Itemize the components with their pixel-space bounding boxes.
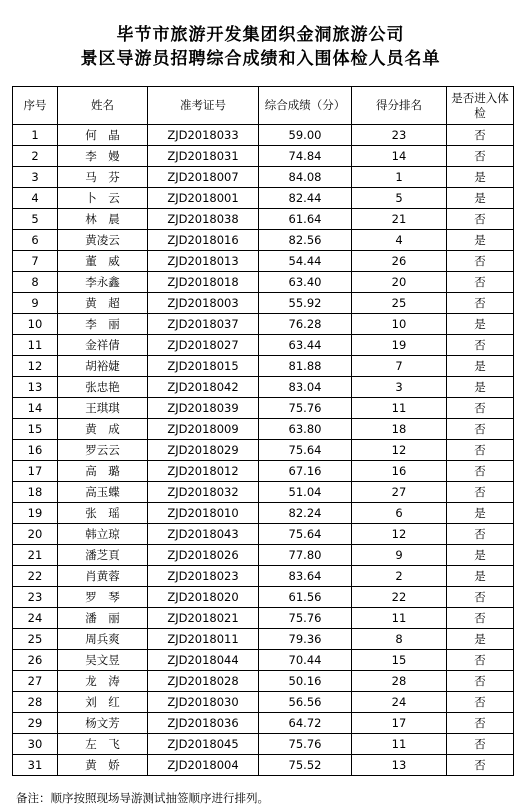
cell-seq: 27 — [13, 671, 58, 692]
cell-exam-no: ZJD2018029 — [148, 440, 259, 461]
cell-exam-no: ZJD2018012 — [148, 461, 259, 482]
cell-score: 81.88 — [259, 356, 352, 377]
cell-physical: 否 — [447, 251, 514, 272]
cell-score: 64.72 — [259, 713, 352, 734]
cell-seq: 7 — [13, 251, 58, 272]
table-row — [13, 692, 514, 713]
cell-physical: 否 — [447, 398, 514, 419]
cell-score: 75.52 — [259, 755, 352, 776]
cell-seq: 4 — [13, 188, 58, 209]
cell-score: 50.16 — [259, 671, 352, 692]
cell-seq: 8 — [13, 272, 58, 293]
cell-score: 59.00 — [259, 125, 352, 146]
cell-name: 李 丽 — [58, 314, 148, 335]
cell-name: 林 晨 — [58, 209, 148, 230]
table-row — [13, 461, 514, 482]
cell-physical: 否 — [447, 755, 514, 776]
cell-name: 黄 成 — [58, 419, 148, 440]
cell-seq: 1 — [13, 125, 58, 146]
table-row — [13, 650, 514, 671]
cell-name: 王琪琪 — [58, 398, 148, 419]
cell-physical: 否 — [447, 524, 514, 545]
cell-name: 何 晶 — [58, 125, 148, 146]
cell-exam-no: ZJD2018027 — [148, 335, 259, 356]
cell-physical: 是 — [447, 188, 514, 209]
cell-name: 张 瑶 — [58, 503, 148, 524]
cell-seq: 31 — [13, 755, 58, 776]
cell-rank: 10 — [352, 314, 447, 335]
cell-exam-no: ZJD2018032 — [148, 482, 259, 503]
cell-name: 马 芬 — [58, 167, 148, 188]
header-name: 姓名 — [58, 87, 148, 125]
cell-rank: 3 — [352, 377, 447, 398]
document-title-line1: 毕节市旅游开发集团织金洞旅游公司 — [116, 25, 405, 45]
table-row — [13, 251, 514, 272]
cell-physical: 是 — [447, 314, 514, 335]
cell-name: 黄 娇 — [58, 755, 148, 776]
cell-rank: 11 — [352, 734, 447, 755]
cell-score: 63.80 — [259, 419, 352, 440]
results-table — [12, 86, 514, 776]
table-row — [13, 188, 514, 209]
table-row — [13, 356, 514, 377]
cell-score: 79.36 — [259, 629, 352, 650]
cell-exam-no: ZJD2018009 — [148, 419, 259, 440]
table-row — [13, 713, 514, 734]
cell-physical: 否 — [447, 209, 514, 230]
cell-exam-no: ZJD2018011 — [148, 629, 259, 650]
cell-score: 82.24 — [259, 503, 352, 524]
cell-score: 67.16 — [259, 461, 352, 482]
cell-rank: 20 — [352, 272, 447, 293]
header-physical: 是否进入体检 — [447, 87, 514, 125]
cell-physical: 是 — [447, 566, 514, 587]
cell-physical: 是 — [447, 503, 514, 524]
cell-name: 黄凌云 — [58, 230, 148, 251]
cell-score: 55.92 — [259, 293, 352, 314]
cell-physical: 否 — [447, 713, 514, 734]
cell-exam-no: ZJD2018020 — [148, 587, 259, 608]
cell-rank: 13 — [352, 755, 447, 776]
cell-rank: 23 — [352, 125, 447, 146]
cell-physical: 否 — [447, 335, 514, 356]
cell-name: 肖黄蓉 — [58, 566, 148, 587]
cell-exam-no: ZJD2018033 — [148, 125, 259, 146]
cell-exam-no: ZJD2018038 — [148, 209, 259, 230]
cell-seq: 12 — [13, 356, 58, 377]
cell-seq: 2 — [13, 146, 58, 167]
cell-score: 84.08 — [259, 167, 352, 188]
cell-rank: 21 — [352, 209, 447, 230]
header-exam-no: 准考证号 — [148, 87, 259, 125]
cell-physical: 是 — [447, 167, 514, 188]
cell-name: 黄 超 — [58, 293, 148, 314]
cell-rank: 25 — [352, 293, 447, 314]
cell-rank: 24 — [352, 692, 447, 713]
cell-exam-no: ZJD2018003 — [148, 293, 259, 314]
table-header-row — [13, 87, 514, 125]
cell-rank: 15 — [352, 650, 447, 671]
cell-physical: 否 — [447, 482, 514, 503]
cell-physical: 否 — [447, 587, 514, 608]
cell-rank: 11 — [352, 398, 447, 419]
cell-score: 83.04 — [259, 377, 352, 398]
cell-physical: 是 — [447, 377, 514, 398]
cell-seq: 15 — [13, 419, 58, 440]
table-row — [13, 755, 514, 776]
table-row — [13, 629, 514, 650]
cell-score: 75.76 — [259, 734, 352, 755]
cell-rank: 18 — [352, 419, 447, 440]
cell-exam-no: ZJD2018021 — [148, 608, 259, 629]
cell-exam-no: ZJD2018028 — [148, 671, 259, 692]
table-row — [13, 482, 514, 503]
cell-seq: 26 — [13, 650, 58, 671]
cell-exam-no: ZJD2018026 — [148, 545, 259, 566]
table-row — [13, 293, 514, 314]
cell-physical: 否 — [447, 461, 514, 482]
table-row — [13, 314, 514, 335]
table-row — [13, 440, 514, 461]
cell-score: 70.44 — [259, 650, 352, 671]
table-row — [13, 167, 514, 188]
cell-score: 75.64 — [259, 440, 352, 461]
cell-rank: 16 — [352, 461, 447, 482]
cell-exam-no: ZJD2018007 — [148, 167, 259, 188]
cell-exam-no: ZJD2018045 — [148, 734, 259, 755]
cell-physical: 否 — [447, 272, 514, 293]
cell-seq: 19 — [13, 503, 58, 524]
cell-seq: 20 — [13, 524, 58, 545]
cell-rank: 12 — [352, 524, 447, 545]
cell-physical: 是 — [447, 629, 514, 650]
cell-rank: 17 — [352, 713, 447, 734]
cell-name: 龙 涛 — [58, 671, 148, 692]
cell-exam-no: ZJD2018031 — [148, 146, 259, 167]
cell-name: 罗 琴 — [58, 587, 148, 608]
cell-seq: 18 — [13, 482, 58, 503]
document-title-line2: 景区导游员招聘综合成绩和入围体检人员名单 — [80, 49, 441, 69]
cell-rank: 12 — [352, 440, 447, 461]
cell-seq: 16 — [13, 440, 58, 461]
cell-name: 高 璐 — [58, 461, 148, 482]
cell-seq: 14 — [13, 398, 58, 419]
table-row — [13, 125, 514, 146]
cell-physical: 否 — [447, 419, 514, 440]
cell-rank: 4 — [352, 230, 447, 251]
cell-name: 董 威 — [58, 251, 148, 272]
cell-name: 罗云云 — [58, 440, 148, 461]
cell-name: 杨文芳 — [58, 713, 148, 734]
cell-physical: 是 — [447, 230, 514, 251]
cell-exam-no: ZJD2018039 — [148, 398, 259, 419]
cell-physical: 是 — [447, 356, 514, 377]
table-row — [13, 503, 514, 524]
cell-physical: 否 — [447, 650, 514, 671]
cell-seq: 5 — [13, 209, 58, 230]
cell-seq: 25 — [13, 629, 58, 650]
cell-name: 吴文昱 — [58, 650, 148, 671]
cell-physical: 是 — [447, 545, 514, 566]
cell-exam-no: ZJD2018018 — [148, 272, 259, 293]
cell-score: 82.56 — [259, 230, 352, 251]
table-row — [13, 671, 514, 692]
table-row — [13, 230, 514, 251]
cell-seq: 24 — [13, 608, 58, 629]
header-rank: 得分排名 — [352, 87, 447, 125]
cell-seq: 30 — [13, 734, 58, 755]
table-row — [13, 146, 514, 167]
cell-rank: 28 — [352, 671, 447, 692]
cell-exam-no: ZJD2018023 — [148, 566, 259, 587]
cell-rank: 2 — [352, 566, 447, 587]
cell-name: 刘 红 — [58, 692, 148, 713]
cell-seq: 6 — [13, 230, 58, 251]
cell-rank: 7 — [352, 356, 447, 377]
table-row — [13, 566, 514, 587]
cell-name: 卜 云 — [58, 188, 148, 209]
cell-score: 74.84 — [259, 146, 352, 167]
cell-name: 韩立琼 — [58, 524, 148, 545]
cell-seq: 28 — [13, 692, 58, 713]
header-score: 综合成绩（分） — [259, 87, 352, 125]
cell-rank: 1 — [352, 167, 447, 188]
cell-physical: 否 — [447, 440, 514, 461]
footnote: 备注：顺序按照现场导游测试抽签顺序进行排列。 — [16, 791, 269, 805]
cell-name: 李 嫚 — [58, 146, 148, 167]
cell-seq: 29 — [13, 713, 58, 734]
cell-exam-no: ZJD2018043 — [148, 524, 259, 545]
table-row — [13, 398, 514, 419]
table-row — [13, 419, 514, 440]
cell-exam-no: ZJD2018016 — [148, 230, 259, 251]
cell-rank: 22 — [352, 587, 447, 608]
cell-score: 75.64 — [259, 524, 352, 545]
cell-physical: 否 — [447, 692, 514, 713]
cell-physical: 否 — [447, 293, 514, 314]
cell-score: 77.80 — [259, 545, 352, 566]
cell-rank: 11 — [352, 608, 447, 629]
cell-physical: 否 — [447, 734, 514, 755]
cell-name: 金祥倩 — [58, 335, 148, 356]
cell-score: 82.44 — [259, 188, 352, 209]
cell-physical: 否 — [447, 671, 514, 692]
cell-exam-no: ZJD2018015 — [148, 356, 259, 377]
table-row — [13, 209, 514, 230]
cell-name: 潘芝頁 — [58, 545, 148, 566]
cell-seq: 22 — [13, 566, 58, 587]
cell-exam-no: ZJD2018001 — [148, 188, 259, 209]
table-row — [13, 734, 514, 755]
cell-score: 63.44 — [259, 335, 352, 356]
cell-physical: 否 — [447, 125, 514, 146]
cell-score: 76.28 — [259, 314, 352, 335]
cell-seq: 11 — [13, 335, 58, 356]
cell-exam-no: ZJD2018030 — [148, 692, 259, 713]
cell-rank: 19 — [352, 335, 447, 356]
cell-score: 56.56 — [259, 692, 352, 713]
cell-rank: 27 — [352, 482, 447, 503]
cell-seq: 23 — [13, 587, 58, 608]
cell-name: 胡裕婕 — [58, 356, 148, 377]
cell-name: 高玉蝶 — [58, 482, 148, 503]
table-row — [13, 272, 514, 293]
cell-rank: 5 — [352, 188, 447, 209]
table-row — [13, 524, 514, 545]
table-row — [13, 608, 514, 629]
cell-seq: 21 — [13, 545, 58, 566]
cell-score: 83.64 — [259, 566, 352, 587]
cell-score: 75.76 — [259, 608, 352, 629]
table-row — [13, 545, 514, 566]
table-row — [13, 587, 514, 608]
cell-seq: 3 — [13, 167, 58, 188]
cell-score: 63.40 — [259, 272, 352, 293]
cell-score: 61.56 — [259, 587, 352, 608]
cell-exam-no: ZJD2018036 — [148, 713, 259, 734]
cell-physical: 否 — [447, 146, 514, 167]
cell-name: 张忠艳 — [58, 377, 148, 398]
cell-rank: 9 — [352, 545, 447, 566]
cell-physical: 否 — [447, 608, 514, 629]
cell-seq: 9 — [13, 293, 58, 314]
cell-name: 李永鑫 — [58, 272, 148, 293]
cell-exam-no: ZJD2018042 — [148, 377, 259, 398]
cell-score: 75.76 — [259, 398, 352, 419]
cell-exam-no: ZJD2018044 — [148, 650, 259, 671]
cell-exam-no: ZJD2018004 — [148, 755, 259, 776]
cell-score: 51.04 — [259, 482, 352, 503]
cell-name: 左 飞 — [58, 734, 148, 755]
table-row — [13, 377, 514, 398]
cell-rank: 6 — [352, 503, 447, 524]
cell-seq: 10 — [13, 314, 58, 335]
cell-rank: 26 — [352, 251, 447, 272]
cell-rank: 8 — [352, 629, 447, 650]
cell-name: 周兵爽 — [58, 629, 148, 650]
cell-seq: 17 — [13, 461, 58, 482]
cell-exam-no: ZJD2018010 — [148, 503, 259, 524]
cell-rank: 14 — [352, 146, 447, 167]
cell-name: 潘 丽 — [58, 608, 148, 629]
cell-score: 61.64 — [259, 209, 352, 230]
cell-seq: 13 — [13, 377, 58, 398]
table-row — [13, 335, 514, 356]
cell-exam-no: ZJD2018037 — [148, 314, 259, 335]
cell-exam-no: ZJD2018013 — [148, 251, 259, 272]
header-seq: 序号 — [13, 87, 58, 125]
cell-score: 54.44 — [259, 251, 352, 272]
